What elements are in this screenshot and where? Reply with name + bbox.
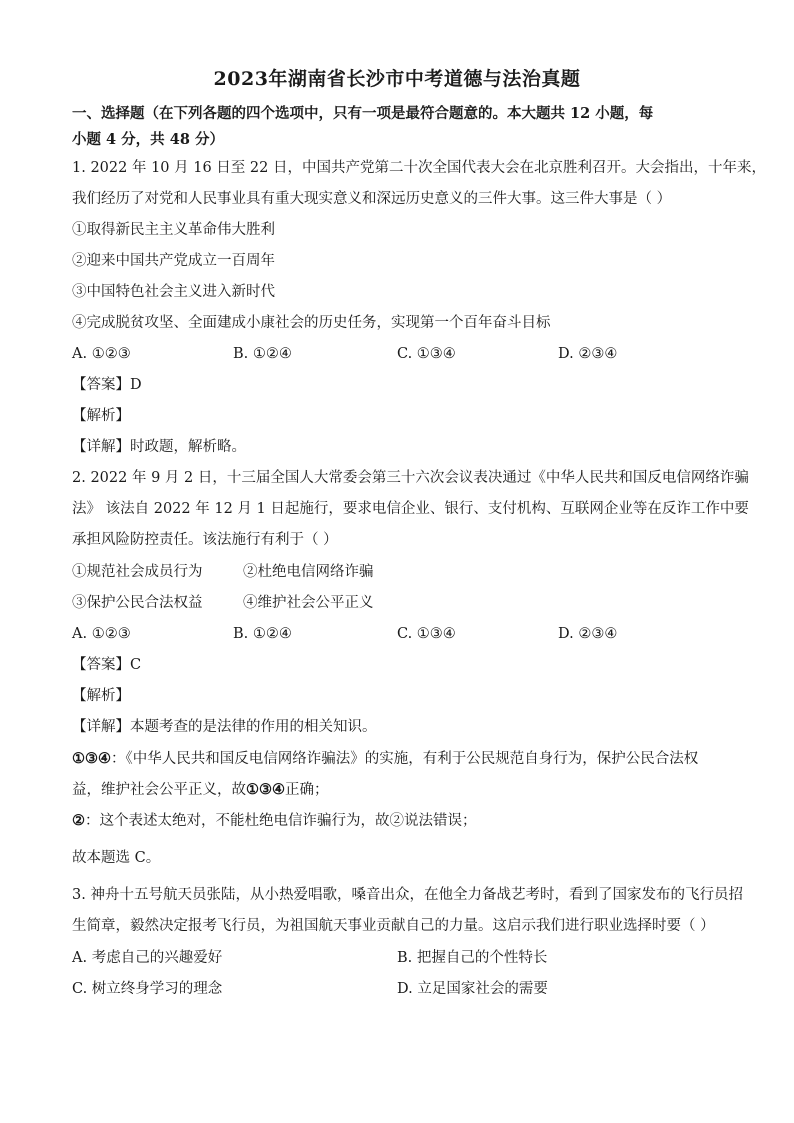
q2-exp3-prefix: ② (72, 812, 85, 829)
q3-option-d: D. 立足国家社会的需要 (397, 981, 548, 997)
q1-item-4: ④完成脱贫攻坚、全面建成小康社会的历史任务，实现第一个百年奋斗目标 (72, 315, 551, 331)
q1-stem-line2: 我们经历了对党和人民事业具有重大现实意义和深远历史意义的三件大事。这三件大事是（ ） (72, 191, 672, 207)
q1-detail: 【详解】时政题，解析略。 (72, 439, 246, 455)
q2-conclusion: 故本题选 C。 (72, 850, 161, 866)
q2-exp1-prefix: ①③④ (72, 750, 111, 767)
q2-exp2-b: ①③④ (246, 781, 285, 798)
q1-item-1: ①取得新民主主义革命伟大胜利 (72, 222, 275, 238)
q1-item-3: ③中国特色社会主义进入新时代 (72, 284, 275, 300)
q2-analysis: 【解析】 (72, 688, 130, 704)
q1-stem-line1: 1. 2022 年 10 月 16 日至 22 日，中国共产党第二十次全国代表大会在北京胜利召开。大会指出，十年来， (72, 160, 766, 176)
q2-stem-line2: 法》 该法自 2022 年 12 月 1 日起施行，要求电信企业、银行、支付机构、互联网企业等在反诈工作中要 (72, 501, 749, 517)
q2-option-a: A. ①②③ (72, 626, 131, 642)
q1-option-d: D. ②③④ (558, 346, 618, 362)
q2-option-c: C. ①③④ (397, 626, 456, 642)
q2-explanation-line3 (72, 811, 732, 831)
q3-stem-line2: 生简章，毅然决定报考飞行员，为祖国航天事业贡献自己的力量。这启示我们进行职业选择时要（ ） (72, 918, 715, 934)
q2-option-b: B. ①②④ (233, 626, 292, 642)
q3-stem-line1: 3. 神舟十五号航天员张陆，从小热爱唱歌，嗓音出众，在他全力备战艺考时，看到了国家发布的飞行员招 (72, 887, 743, 903)
section-heading-line1: 一、选择题（在下列各题的四个选项中，只有一项是最符合题意的。本大题共 12 小题，每 (72, 105, 654, 122)
q2-item-3: ③保护公民合法权益 (72, 595, 203, 611)
q2-answer: 【答案】C (72, 657, 142, 673)
q3-option-b: B. 把握自己的个性特长 (397, 950, 548, 966)
q1-option-b: B. ①②④ (233, 346, 292, 362)
q2-item-4: ④维护社会公平正义 (243, 595, 374, 611)
q2-exp1-text: ：《中华人民共和国反电信网络诈骗法》的实施，有利于公民规范自身行为，保护公民合法权 (111, 751, 699, 767)
q2-exp2-c: 正确； (285, 782, 329, 798)
q2-exp3-text: ：这个表述太绝对，不能杜绝电信诈骗行为，故②说法错误； (85, 813, 477, 829)
q2-option-d: D. ②③④ (558, 626, 618, 642)
q3-option-c: C. 树立终身学习的理念 (72, 981, 223, 997)
q1-analysis: 【解析】 (72, 408, 130, 424)
page-title: 2023年湖南省长沙市中考道德与法治真题 (213, 68, 581, 90)
q2-detail: 【详解】本题考查的是法律的作用的相关知识。 (72, 719, 377, 735)
q2-item-2: ②杜绝电信网络诈骗 (243, 564, 374, 580)
q1-answer: 【答案】D (72, 377, 142, 393)
q2-exp2-a: 益，维护社会公平正义，故 (72, 782, 246, 798)
q2-stem-line3: 承担风险防控责任。该法施行有利于（ ） (72, 532, 338, 548)
section-heading-line2: 小题 4 分，共 48 分） (72, 131, 224, 148)
q2-item-1: ①规范社会成员行为 (72, 564, 203, 580)
q2-stem-line1: 2. 2022 年 9 月 2 日，十三届全国人大常委会第三十六次会议表决通过《中华人民共和国反电信网络诈骗 (72, 470, 749, 486)
q1-option-c: C. ①③④ (397, 346, 456, 362)
q3-option-a: A. 考虑自己的兴趣爱好 (72, 950, 223, 966)
q2-explanation-line1 (72, 749, 732, 769)
q1-item-2: ②迎来中国共产党成立一百周年 (72, 253, 275, 269)
q1-option-a: A. ①②③ (72, 346, 131, 362)
q2-explanation-line2 (72, 780, 732, 800)
